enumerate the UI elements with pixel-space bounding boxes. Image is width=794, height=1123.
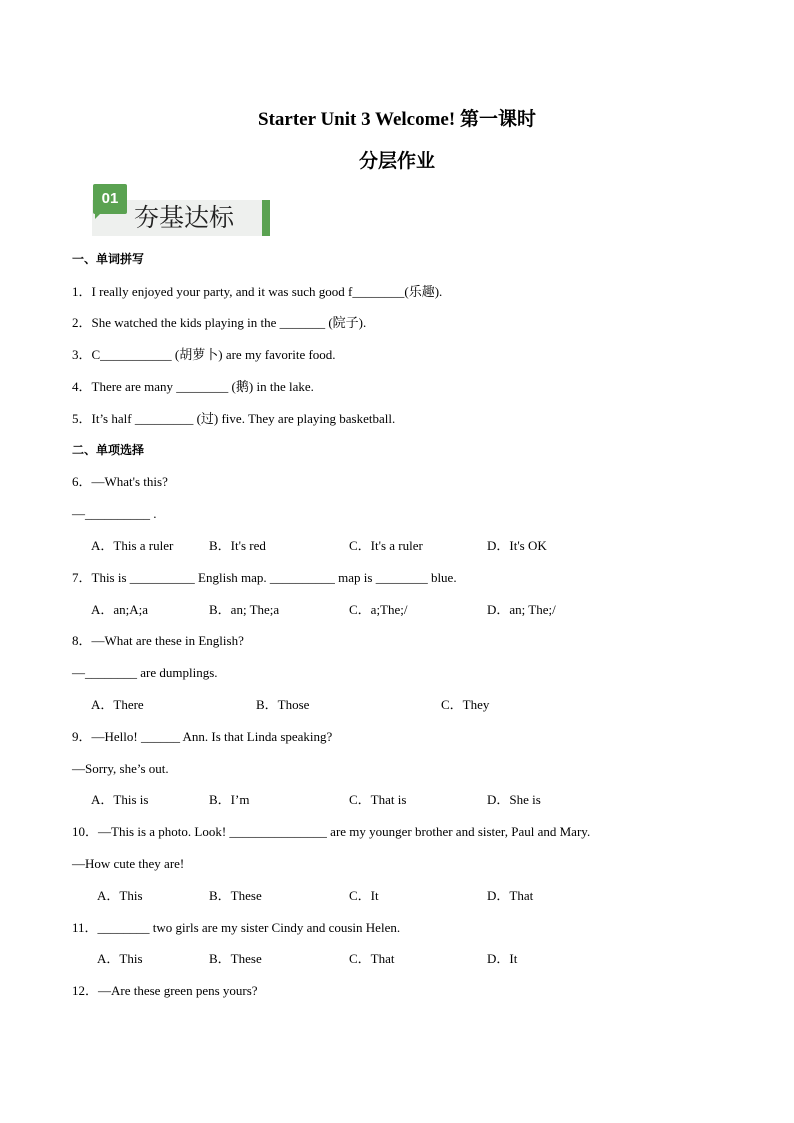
section-heading-spelling: 一、单词拼写 — [72, 252, 145, 266]
question-6: 6．—What's this? — [72, 474, 168, 489]
question-1: 1．I really enjoyed your party, and it was such good f________(乐趣). — [72, 284, 443, 299]
option-7c: C．a;The;/ — [349, 602, 408, 617]
question-5: 5．It’s half _________ (过) five. They are playing basketball. — [72, 411, 396, 426]
question-7: 7．This is __________ English map. __________ map is ________ blue. — [72, 570, 457, 585]
option-9a: A．This is — [91, 792, 149, 807]
question-11: 11．________ two girls are my sister Cindy and cousin Helen. — [72, 920, 401, 935]
option-9c: C．That is — [349, 792, 407, 807]
option-6a: A．This a ruler — [91, 538, 174, 553]
question-8: 8．—What are these in English? — [72, 633, 244, 648]
option-7a: A．an;A;a — [91, 602, 149, 617]
option-9b: B．I’m — [209, 792, 250, 807]
question-12: 12．—Are these green pens yours? — [72, 983, 258, 998]
option-8a: A．There — [91, 697, 144, 712]
question-6-answer-line: —__________ . — [72, 506, 157, 521]
badge-label: 夯基达标 — [134, 203, 235, 232]
option-8c: C．They — [441, 697, 490, 712]
option-11d: D．It — [487, 951, 518, 966]
option-11c: C．That — [349, 951, 395, 966]
question-3: 3．C___________ (胡萝卜) are my favorite food. — [72, 347, 336, 362]
option-10c: C．It — [349, 888, 379, 903]
option-7d: D．an; The;/ — [487, 602, 556, 617]
option-6c: C．It's a ruler — [349, 538, 423, 553]
question-4: 4．There are many ________ (鹅) in the lake. — [72, 379, 314, 394]
question-9: 9．—Hello! ______ Ann. Is that Linda speaking? — [72, 729, 333, 744]
question-2: 2．She watched the kids playing in the _______ (院子). — [72, 315, 367, 330]
badge-number: 01 — [93, 184, 127, 214]
option-11b: B．These — [209, 951, 262, 966]
option-9d: D．She is — [487, 792, 541, 807]
option-6d: D．It's OK — [487, 538, 547, 553]
question-10-reply: —How cute they are! — [72, 856, 185, 871]
option-8b: B．Those — [256, 697, 310, 712]
option-6b: B．It's red — [209, 538, 266, 553]
speech-tail-icon — [95, 212, 102, 219]
option-11a: A．This — [97, 951, 143, 966]
option-7b: B．an; The;a — [209, 602, 280, 617]
page-title: Starter Unit 3 Welcome! 第一课时 — [258, 109, 536, 130]
badge-accent-bar — [262, 200, 270, 236]
question-10: 10．—This is a photo. Look! _______________ are my younger brother and sister, Paul and Mary. — [72, 824, 591, 839]
option-10b: B．These — [209, 888, 262, 903]
question-9-reply: —Sorry, she’s out. — [72, 761, 169, 776]
question-8-answer-line: —________ are dumplings. — [72, 665, 218, 680]
option-10d: D．That — [487, 888, 534, 903]
section-badge — [86, 182, 272, 238]
section-heading-choice: 二、单项选择 — [72, 443, 145, 457]
page-subtitle: 分层作业 — [358, 151, 435, 172]
option-10a: A．This — [97, 888, 143, 903]
